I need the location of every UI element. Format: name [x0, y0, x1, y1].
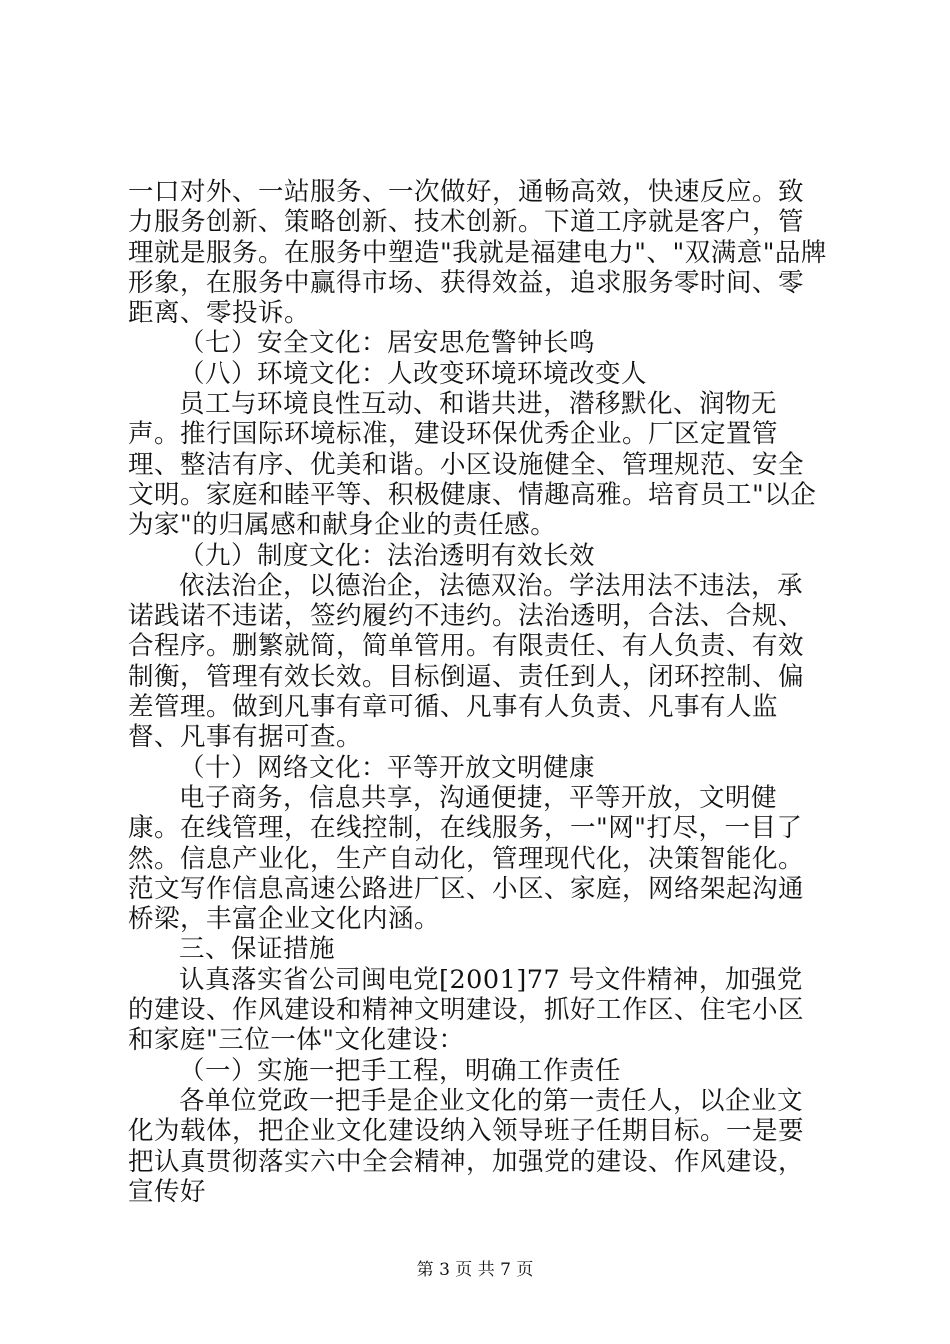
- heading-safety-culture: （七）安全文化：居安思危警钟长鸣: [179, 328, 596, 359]
- page-footer: 第 3 页 共 7 页: [416, 1260, 534, 1280]
- document-body: [128, 177, 828, 1207]
- paragraph-system: 依法治企，以德治企，法德双治。学法用法不违法，承诺践诺不违诺，签约履约不违约。法治透明，合法、合规、合程序。删繁就简，简单管用。有限责任、有人负责、有效制衡，管理有效长效。目标倒逼、责任到人，闭环控制、偏差管理。做到凡事有章可循、凡事有人负责、凡事有人监督、凡事有据可查。: [128, 570, 805, 753]
- paragraph-environment: 员工与环境良性互动、和谐共进，潜移默化、润物无声。推行国际环境标准，建设环保优秀企业。厂区定置管理、整洁有序、优美和谐。小区设施健全、管理规范、安全文明。家庭和睦平等、积极健康、情趣高雅。培育员工"以企为家"的归属感和献身企业的责任感。: [128, 389, 817, 541]
- paragraph-guarantee: 认真落实省公司闽电党[2001]77 号文件精神，加强党的建设、作风建设和精神文明建设，抓好工作区、住宅小区和家庭"三位一体"文化建设：: [128, 964, 805, 1056]
- heading-system-culture: （九）制度文化：法治透明有效长效: [179, 540, 596, 571]
- paragraph-leader-project: 各单位党政一把手是企业文化的第一责任人，以企业文化为载体，把企业文化建设纳入领导班子任期目标。一是要把认真贯彻落实六中全会精神，加强党的建设、作风建设，宣传好: [128, 1085, 805, 1207]
- heading-guarantee-measures: 三、保证措施: [179, 934, 336, 965]
- heading-environment-culture: （八）环境文化：人改变环境环境改变人: [179, 358, 648, 389]
- heading-leader-project: （一）实施一把手工程，明确工作责任: [179, 1055, 622, 1086]
- paragraph-service: 一口对外、一站服务、一次做好，通畅高效，快速反应。致力服务创新、策略创新、技术创新。下道工序就是客户，管理就是服务。在服务中塑造"我就是福建电力"、"双满意"品牌形象，在服务中赢得市场、获得效益，追求服务零时间、零距离、零投诉。: [128, 177, 827, 329]
- paragraph-network: 电子商务，信息共享，沟通便捷，平等开放，文明健康。在线管理，在线控制，在线服务，一"网"打尽，一目了然。信息产业化，生产自动化，管理现代化，决策智能化。范文写作信息高速公路进厂区、小区、家庭，网络架起沟通桥梁，丰富企业文化内涵。: [128, 782, 805, 935]
- heading-network-culture: （十）网络文化：平等开放文明健康: [179, 752, 596, 783]
